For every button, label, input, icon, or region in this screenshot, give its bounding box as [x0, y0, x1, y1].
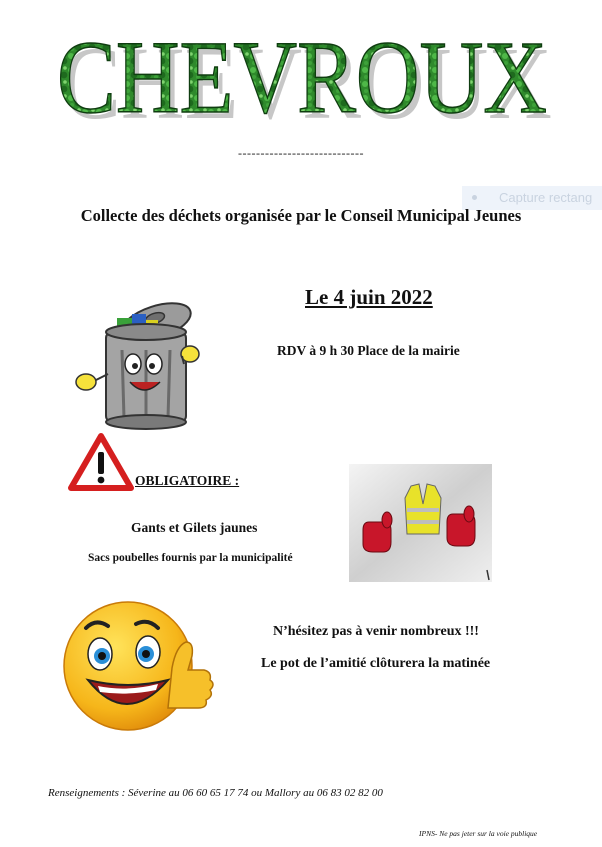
footer-notice: IPNS- Ne pas jeter sur la voie publique: [419, 829, 538, 838]
trash-can-icon: [72, 290, 202, 440]
drink-text: Le pot de l’amitié clôturera la matinée: [261, 656, 491, 671]
capture-dot-icon: [472, 195, 477, 200]
title-text: CHEVROUX: [57, 20, 547, 135]
invitation-text: N’hésitez pas à venir nombreux !!!: [273, 624, 479, 639]
gloves-vests-text: Gants et Gilets jaunes: [131, 520, 258, 535]
meeting-point: RDV à 9 h 30 Place de la mairie: [277, 343, 460, 358]
event-date: Le 4 juin 2022: [305, 285, 433, 309]
page-heading: Collecte des déchets organisée par le Conseil Municipal Jeunes: [80, 206, 522, 225]
gloves-vest-image: [349, 464, 492, 582]
divider-line: ----------------------------: [238, 146, 364, 160]
bags-text: Sacs poubelles fournis par la municipalité: [88, 552, 293, 564]
smiley-thumbs-up-icon: [60, 598, 220, 740]
capture-label: Capture rectang: [499, 190, 593, 205]
title-wordart: [40, 10, 570, 135]
title-shadow: CHEVROUX: [62, 26, 552, 135]
mandatory-label: OBLIGATOIRE :: [135, 473, 240, 488]
warning-icon: [67, 432, 135, 492]
contact-info: Renseignements : Séverine au 06 60 65 17 74 ou Mallory au 06 83 02 82 00: [48, 787, 383, 799]
